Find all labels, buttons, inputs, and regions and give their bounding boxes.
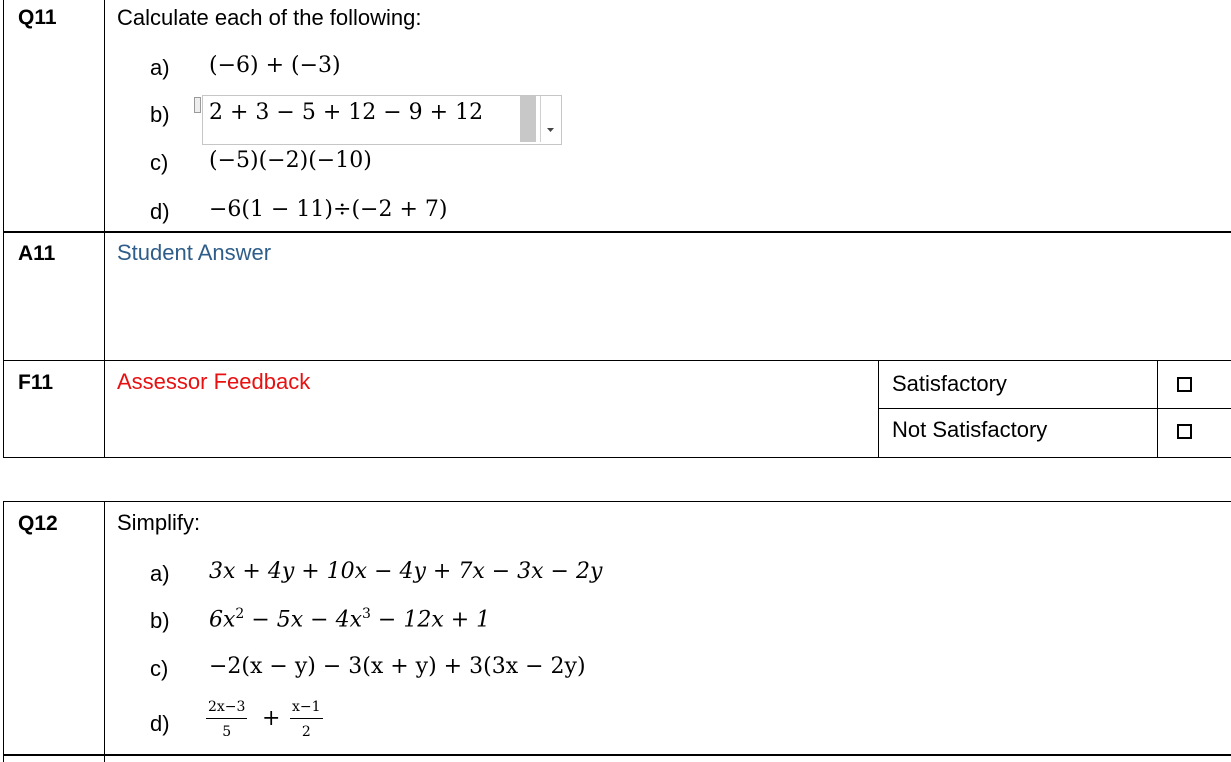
q12-b-term2: − 5x − 4x [244,607,362,633]
option-not-satisfactory-label: Not Satisfactory [892,417,1048,442]
q11-bottom-rule [3,231,1231,233]
q12-item-a-expr: 3x + 4y + 10x − 4y + 7x − 3x − 2y [209,559,603,584]
chevron-down-icon [541,96,560,142]
q12-item-b-letter: b) [150,608,170,633]
q12-d-fraction-1 [206,699,247,740]
q12-item-a-letter: a) [150,561,170,586]
q11-item-c-expr: (−5)(−2)(−10) [209,148,372,173]
q12-d-fraction-2 [290,699,323,740]
equation-dropdown-button[interactable] [540,96,560,142]
a11-col-divider [104,232,105,360]
student-answer-field[interactable]: Student Answer [117,240,272,265]
q12-b-term1: 6x [209,607,236,633]
q11-left-border [3,0,4,232]
equation-scroll-thumb[interactable] [520,96,536,142]
option-satisfactory-label: Satisfactory [892,371,1007,396]
q11-item-a-letter: a) [150,55,170,80]
f11-option-rule [878,408,1231,409]
a11-label: A11 [18,242,56,265]
q11-prompt: Calculate each of the following: [117,5,422,30]
q12-item-d-letter: d) [150,711,170,736]
q12-item-c-letter: c) [150,656,169,681]
q12-b-term3: − 12x + 1 [370,607,491,633]
a11-left-border [3,232,4,360]
f11-options-divider [878,360,879,458]
equation-handle-icon[interactable] [194,97,201,113]
q11-item-d-expr: −6(1 − 11)÷(−2 + 7) [209,197,448,222]
satisfactory-checkbox[interactable] [1177,377,1192,392]
q12-item-b-expr [209,606,490,632]
q11-item-b-letter: b) [150,102,170,127]
q12-d-frac1-den: 5 [222,724,232,740]
a11-bottom-rule [3,360,1231,361]
q11-item-d-letter: d) [150,199,170,224]
q12-bottom-rule [3,754,1231,756]
q11-item-a-expr: (−6) + (−3) [209,53,341,78]
q12-d-operator: + [262,706,281,731]
f11-checkbox-divider [1157,360,1158,458]
q11-col-divider [104,0,105,232]
f11-left-border [3,360,4,458]
f11-bottom-rule [3,457,1231,458]
q12-prompt: Simplify: [117,510,201,535]
q11-item-b-expr: 2 + 3 − 5 + 12 − 9 + 12 [209,100,484,125]
q12-top-rule [3,501,1231,502]
assessor-feedback-field[interactable]: Assessor Feedback [117,369,311,394]
q12-b-exp1: 2 [235,606,245,622]
q12-b-exp2: 3 [361,606,371,622]
q12-col-divider [104,501,105,762]
q12-left-border [3,501,4,762]
q11-label: Q11 [18,6,57,29]
q12-item-c-expr: −2(x − y) − 3(x + y) + 3(3x − 2y) [209,654,586,679]
f11-col-divider [104,360,105,458]
q12-d-frac2-den: 2 [301,724,311,740]
q11-item-c-letter: c) [150,150,169,175]
q12-label: Q12 [18,512,58,535]
q12-d-frac2-num: x−1 [290,699,323,719]
f11-label: F11 [18,371,54,394]
q12-d-frac1-num: 2x−3 [206,699,247,719]
not-satisfactory-checkbox[interactable] [1177,424,1192,439]
